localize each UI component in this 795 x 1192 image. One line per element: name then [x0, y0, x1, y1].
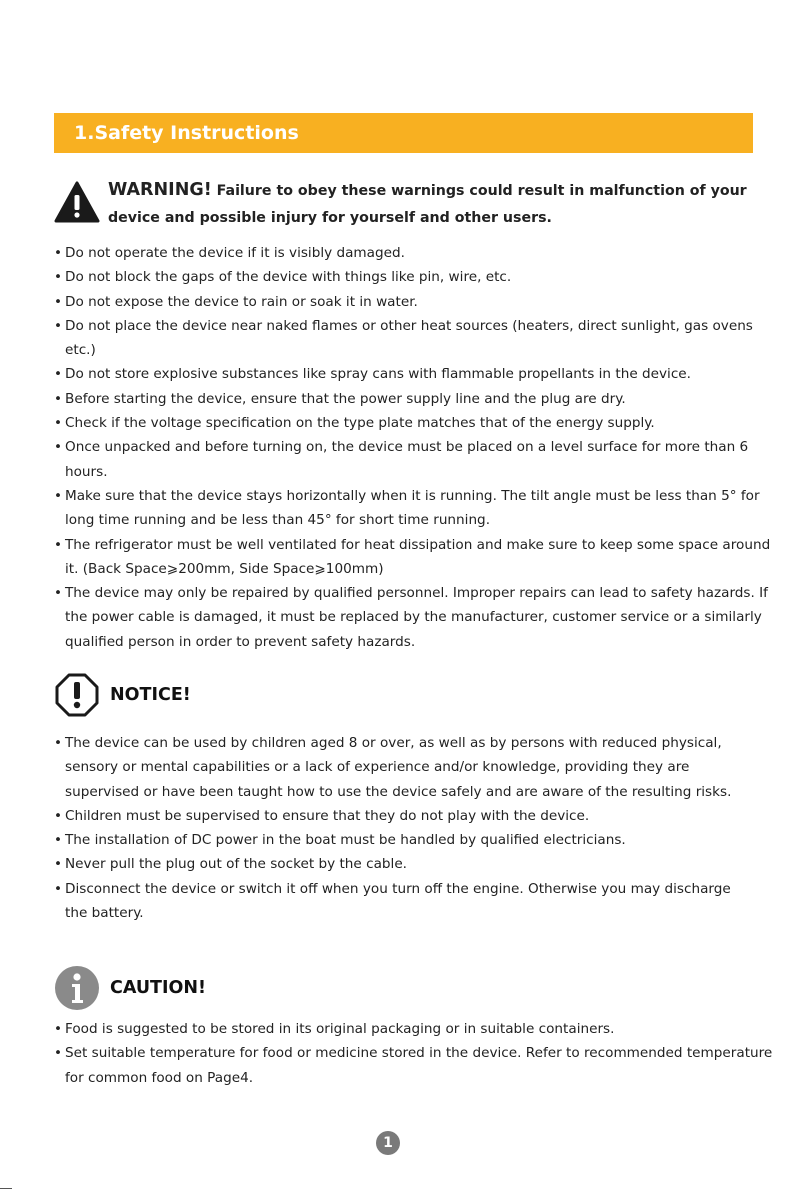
notice-label: NOTICE! [110, 685, 191, 705]
list-item: • Food is suggested to be stored in its original packaging or in suitable containers. [54, 1017, 774, 1041]
list-item: • Do not operate the device if it is visibly damaged. [54, 241, 784, 265]
list-item: • Set suitable temperature for food or medicine stored in the device. Refer to recommended temperature for common food on Page4. [54, 1041, 774, 1090]
list-item: • Before starting the device, ensure that the power supply line and the plug are dry. [54, 387, 784, 411]
list-item: • The refrigerator must be well ventilated for heat dissipation and make sure to keep some space around it. (Back Space⩾200mm, Side Space⩾100mm) [54, 533, 784, 582]
list-item: • Do not place the device near naked flames or other heat sources (heaters, direct sunlight, gas ovens etc.) [54, 314, 784, 363]
list-item: • Do not expose the device to rain or soak it in water. [54, 290, 784, 314]
notice-list [54, 731, 754, 925]
list-item: • Children must be supervised to ensure that they do not play with the device. [54, 804, 754, 828]
list-item: • Make sure that the device stays horizontally when it is running. The tilt angle must be less than 5° for long time running and be less than 45° for short time running. [54, 484, 784, 533]
info-circle-icon [54, 965, 100, 1011]
caution-heading [54, 965, 206, 1011]
warning-statement [108, 177, 768, 232]
warning-text-line2: device and possible injury for yourself and other users. [108, 210, 552, 226]
list-item: • Do not block the gaps of the device with things like pin, wire, etc. [54, 265, 784, 289]
list-item: • Once unpacked and before turning on, the device must be placed on a level surface for more than 6 hours. [54, 435, 784, 484]
page-number: 1 [376, 1131, 400, 1155]
warning-text-line1: Failure to obey these warnings could result in malfunction of your [216, 183, 747, 199]
warning-triangle-icon [54, 181, 100, 223]
section-header [54, 113, 753, 153]
list-item: • Never pull the plug out of the socket by the cable. [54, 852, 754, 876]
exclamation-octagon-icon [54, 672, 100, 718]
caution-label: CAUTION! [110, 978, 207, 998]
section-title: 1.Safety Instructions [74, 122, 299, 144]
list-item: • The installation of DC power in the boat must be handled by qualified electricians. [54, 828, 754, 852]
warning-label: WARNING! [108, 180, 212, 200]
list-item: • The device may only be repaired by qualified personnel. Improper repairs can lead to safety hazards. If the power cable is damaged, it must be replaced by the manufacturer, customer service or a similarly qualified person in order to prevent safety hazards. [54, 581, 784, 654]
notice-heading [54, 672, 191, 718]
list-item: • Do not store explosive substances like spray cans with flammable propellants in the device. [54, 362, 784, 386]
crop-mark [0, 1188, 12, 1189]
caution-list [54, 1017, 774, 1090]
list-item: • Disconnect the device or switch it off when you turn off the engine. Otherwise you may discharge the battery. [54, 877, 754, 926]
list-item: • The device can be used by children aged 8 or over, as well as by persons with reduced physical, sensory or mental capabilities or a lack of experience and/or knowledge, providing they are supervised or have been taught how to use the device safely and are aware of the resulting risks. [54, 731, 754, 804]
list-item: • Check if the voltage specification on the type plate matches that of the energy supply. [54, 411, 784, 435]
warning-list [54, 241, 784, 654]
